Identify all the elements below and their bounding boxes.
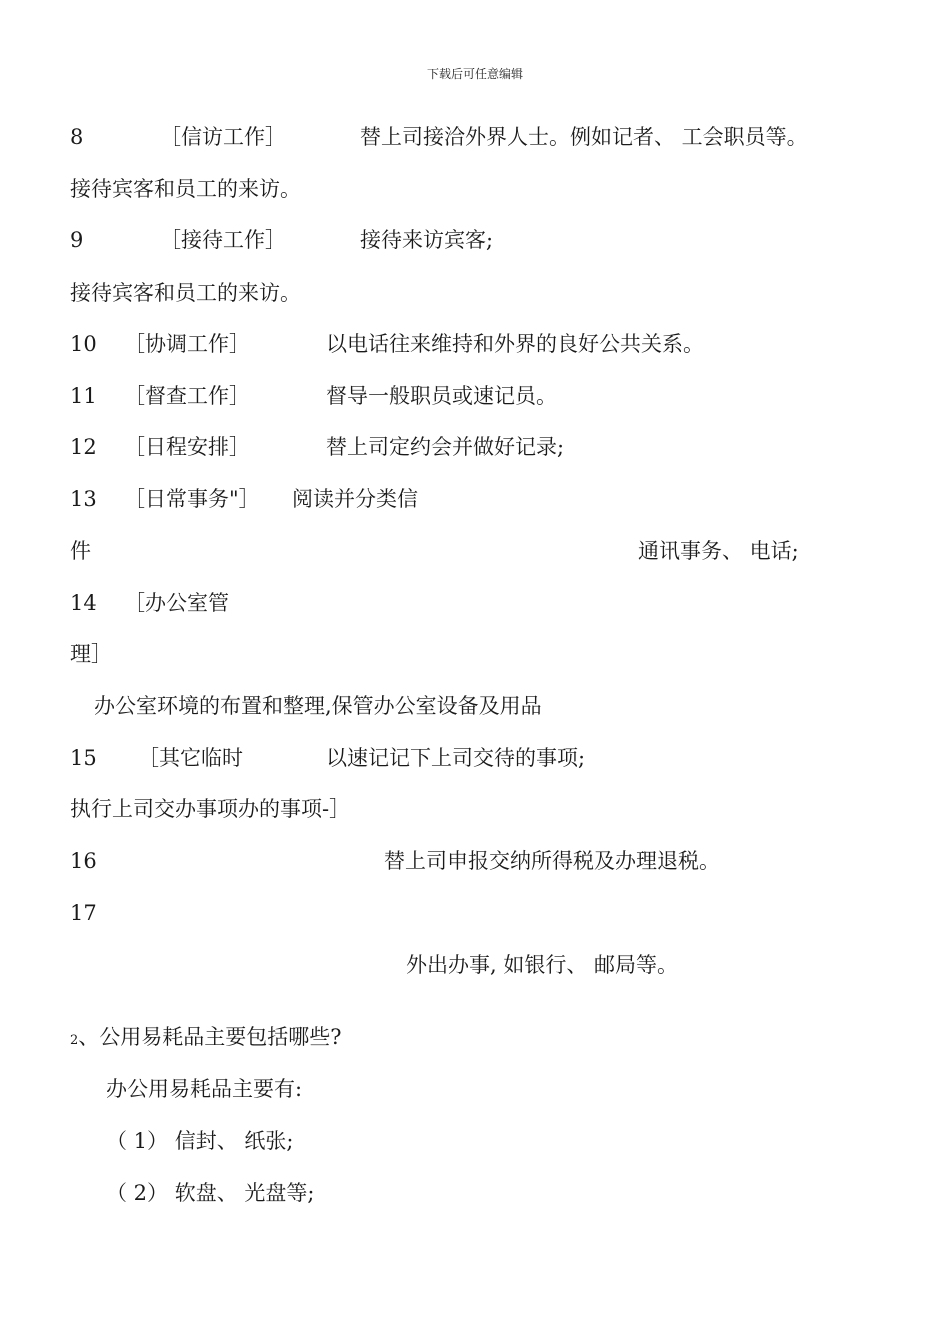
item-category: ［日程安排］ xyxy=(124,435,250,459)
item-number: 8 xyxy=(70,125,84,149)
item-description: 接待来访宾客; xyxy=(360,228,494,252)
item-continuation: 执行上司交办事项办的事项-］ xyxy=(70,797,351,821)
item-category: ［其它临时 xyxy=(138,746,243,770)
item-number: 10 xyxy=(70,332,97,356)
item-number: 13 xyxy=(70,487,97,511)
item-category: ［信访工作］ xyxy=(160,125,286,149)
item-continuation-left: 件 xyxy=(70,539,91,563)
item-continuation: 接待宾客和员工的来访。 xyxy=(70,177,301,201)
item-category: ［督查工作］ xyxy=(124,384,250,408)
item-description: 替上司接洽外界人士。例如记者、 工会职员等。 xyxy=(360,125,808,149)
item-continuation: 接待宾客和员工的来访。 xyxy=(70,281,301,305)
item-description: 替上司定约会并做好记录; xyxy=(326,435,565,459)
question-text: 、公用易耗品主要包括哪些? xyxy=(78,1025,342,1049)
item-category: ［协调工作］ xyxy=(124,332,250,356)
item-number: 12 xyxy=(70,435,97,459)
item-category: ［日常事务"］ xyxy=(124,487,260,511)
item-number: 15 xyxy=(70,746,97,770)
item-description: 办公室环境的布置和整理,保管办公室设备及用品 xyxy=(94,694,542,718)
list-item: （ 2） 软盘、 光盘等; xyxy=(106,1181,315,1205)
item-description: 阅读并分类信 xyxy=(292,487,418,511)
item-category-continuation: 理］ xyxy=(70,642,112,666)
item-number: 16 xyxy=(70,849,97,873)
list-item: （ 1） 信封、 纸张; xyxy=(106,1129,294,1153)
section-question xyxy=(70,1024,342,1054)
item-description: 以电话往来维持和外界的良好公共关系。 xyxy=(326,332,704,356)
item-number: 9 xyxy=(70,228,84,252)
item-continuation-right: 通讯事务、 电话; xyxy=(638,539,799,563)
page-header: 下载后可任意编辑 xyxy=(426,67,523,81)
item-description: 外出办事, 如银行、 邮局等。 xyxy=(406,953,679,977)
item-number: 14 xyxy=(70,591,97,615)
item-description: 替上司申报交纳所得税及办理退税。 xyxy=(384,849,720,873)
item-category: ［接待工作］ xyxy=(160,228,286,252)
item-number: 11 xyxy=(70,384,97,408)
item-description: 督导一般职员或速记员。 xyxy=(326,384,557,408)
item-category: ［办公室管 xyxy=(124,591,229,615)
section-number: 2 xyxy=(70,1033,79,1048)
item-number: 17 xyxy=(70,901,97,925)
section-intro: 办公用易耗品主要有: xyxy=(106,1077,303,1101)
item-description: 以速记记下上司交待的事项; xyxy=(326,746,586,770)
